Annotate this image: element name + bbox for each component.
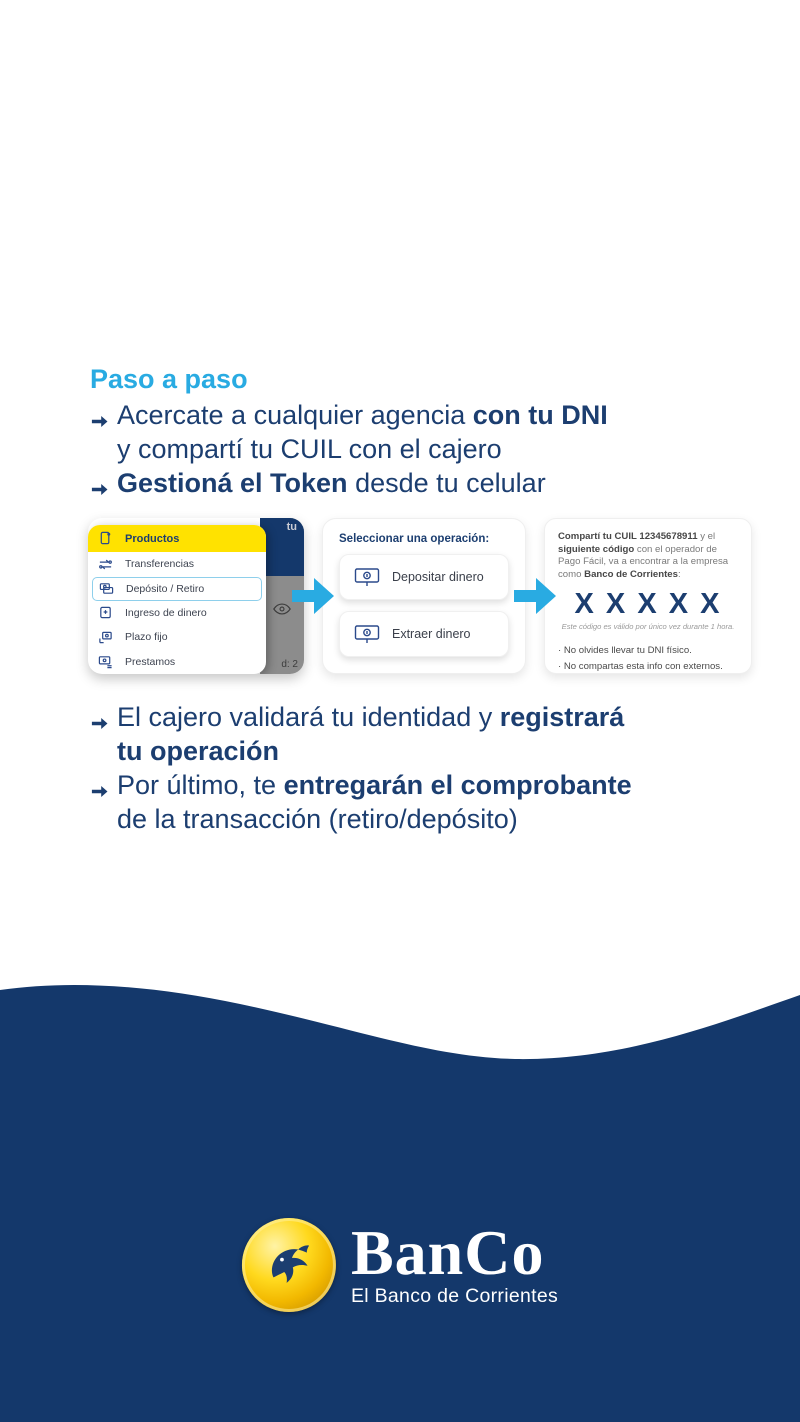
code-intro-text xyxy=(558,531,738,581)
step-text-bold: con tu DNI xyxy=(472,400,608,430)
step-text: Acercate a cualquier agencia xyxy=(117,400,473,430)
menu-item-label: Transferencias xyxy=(125,558,195,571)
steps-bottom-list xyxy=(90,700,745,836)
button-label: Extraer dinero xyxy=(392,627,471,641)
code-intro-regular: con el operador de Pago Fácil, va a encontrar a la empresa como xyxy=(558,543,729,580)
flow-arrow-icon xyxy=(290,574,336,618)
step-item xyxy=(90,768,745,836)
withdraw-money-button[interactable] xyxy=(339,611,509,657)
loans-icon xyxy=(98,654,113,669)
step-item xyxy=(90,700,745,768)
background-text-fragment: d: 2 xyxy=(281,659,298,670)
menu-item-label: Prestamos xyxy=(125,655,176,668)
footer-wave xyxy=(0,980,800,1422)
step-text-bold: registrará xyxy=(499,702,625,732)
code-info-card xyxy=(544,518,752,674)
operation-panel-title: Seleccionar una operación: xyxy=(339,533,490,545)
menu-item-plazo-fijo[interactable] xyxy=(88,625,266,650)
step-text: Por último, te xyxy=(117,770,284,800)
steps-flow xyxy=(88,518,748,674)
step-item xyxy=(90,398,745,466)
warning-line: · No compartas esta info con externos. xyxy=(558,660,723,672)
brand-name: BanCo xyxy=(350,1216,545,1288)
menu-item-ingreso-de-dinero[interactable] xyxy=(88,601,266,626)
step-text: y compartí tu CUIL con el cajero xyxy=(117,434,502,464)
brand-block xyxy=(350,1216,559,1308)
flow-arrow-icon xyxy=(512,574,558,618)
eye-icon[interactable] xyxy=(273,602,291,616)
menu-item-label: Plazo fijo xyxy=(125,631,168,644)
step-text-bold: Gestioná el Token xyxy=(117,468,348,498)
step-text: desde tu celular xyxy=(347,468,546,498)
cash-icon xyxy=(354,623,380,645)
products-icon xyxy=(98,531,113,546)
menu-item-transferencias[interactable] xyxy=(88,552,266,577)
menu-header-productos[interactable] xyxy=(88,525,266,552)
warning-line: · No olvides llevar tu DNI físico. xyxy=(558,645,692,657)
code-warnings xyxy=(558,643,738,674)
menu-item-prestamos[interactable] xyxy=(88,650,266,675)
arrow-right-icon xyxy=(90,405,109,424)
fish-icon xyxy=(258,1234,320,1296)
code-intro-bold: Compartí tu CUIL 12345678911 xyxy=(558,531,698,542)
page-title: Paso a paso xyxy=(90,364,248,394)
arrow-right-icon xyxy=(90,775,109,794)
button-label: Depositar dinero xyxy=(392,570,484,584)
cash-icon xyxy=(354,566,380,588)
banco-logo xyxy=(242,1218,558,1312)
fish-coin-logo xyxy=(242,1218,336,1312)
steps-top-list xyxy=(90,398,745,500)
step-item xyxy=(90,466,745,500)
step-text-bold: tu operación xyxy=(117,736,280,766)
code-intro-bold: Banco de Corrientes xyxy=(584,568,678,580)
footer xyxy=(0,980,800,1422)
step-text: El cajero validará tu identidad y xyxy=(117,702,500,732)
transfer-icon xyxy=(98,557,113,572)
fixed-term-icon xyxy=(98,630,113,645)
money-in-icon xyxy=(98,605,113,620)
step-text: de la transacción (retiro/depósito) xyxy=(117,804,518,834)
code-validity-note: Este código es válido por único vez durante 1 hora. xyxy=(561,622,735,632)
menu-item-label: Depósito / Retiro xyxy=(126,582,205,595)
code-intro-regular: : xyxy=(677,568,681,580)
app-menu-screenshot xyxy=(88,518,304,674)
background-text-fragment: tu xyxy=(286,521,297,533)
token-code-placeholder: X X X X X xyxy=(574,588,722,621)
menu-item-deposito-retiro[interactable] xyxy=(92,577,262,601)
code-intro-bold: siguiente código xyxy=(558,543,635,555)
arrow-right-icon xyxy=(90,707,109,726)
deposit-money-button[interactable] xyxy=(339,554,509,600)
step-text-bold: entregarán el comprobante xyxy=(283,770,632,800)
arrow-right-icon xyxy=(90,473,109,492)
menu-item-label: Ingreso de dinero xyxy=(125,606,207,619)
brand-tagline: El Banco de Corrientes xyxy=(350,1284,559,1307)
menu-item-label: Productos xyxy=(125,532,180,545)
code-intro-regular: y el xyxy=(697,531,716,542)
deposit-withdraw-icon xyxy=(99,581,114,596)
operation-select-screenshot xyxy=(322,518,526,674)
app-header-fragment xyxy=(260,518,304,576)
products-menu xyxy=(88,525,266,674)
